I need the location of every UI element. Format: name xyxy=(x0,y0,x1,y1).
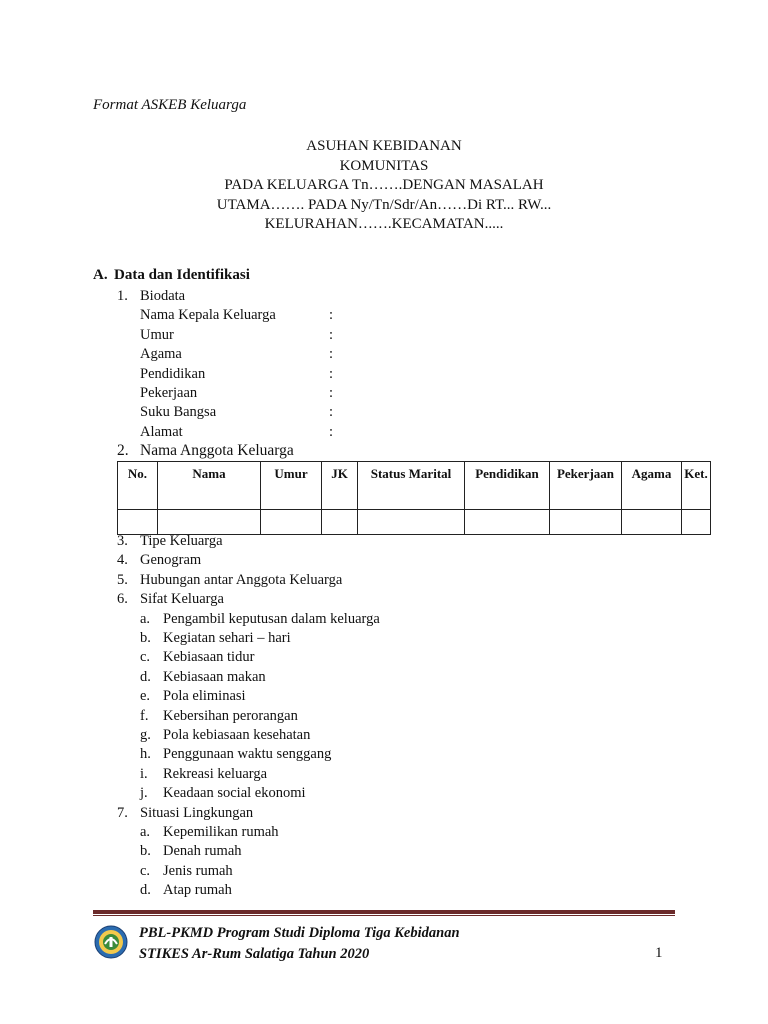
list-number: 3. xyxy=(117,533,128,549)
sub-letter: g. xyxy=(140,727,151,743)
field-label: Suku Bangsa xyxy=(140,404,217,421)
section-a-list xyxy=(117,532,617,902)
sub-letter: b. xyxy=(140,843,151,860)
sub-label: Penggunaan waktu senggang xyxy=(163,746,332,763)
field-row xyxy=(140,326,540,345)
family-members-table xyxy=(117,461,711,535)
sub-letter: d. xyxy=(140,668,151,685)
column-header: JK xyxy=(322,462,358,510)
format-label: Format ASKEB Keluarga xyxy=(93,97,247,113)
list-label: Tipe Keluarga xyxy=(140,533,223,549)
title-line: PADA KELUARGA Tn…….DENGAN MASALAH xyxy=(224,177,544,193)
table-cell[interactable] xyxy=(261,510,322,535)
field-row xyxy=(140,306,540,325)
biodata-list xyxy=(117,287,617,447)
list-number: 1. xyxy=(117,288,128,304)
field-row xyxy=(140,403,540,422)
table-cell[interactable] xyxy=(158,510,261,535)
footer-rule-thick xyxy=(93,910,675,914)
field-label: Umur xyxy=(140,326,174,343)
table-cell[interactable] xyxy=(118,510,158,535)
document-title xyxy=(0,137,768,235)
field-colon: : xyxy=(329,365,334,382)
title-line: ASUHAN KEBIDANAN xyxy=(306,138,462,154)
title-line: KOMUNITAS xyxy=(339,157,429,174)
sub-letter: b. xyxy=(140,630,151,646)
sub-letter: c. xyxy=(140,649,151,666)
sub-letter: i. xyxy=(140,765,148,782)
footer-line-2: STIKES Ar-Rum Salatiga Tahun 2020 xyxy=(139,946,370,962)
list-number: 2. xyxy=(117,442,129,459)
sub-label: Kebersihan perorangan xyxy=(163,707,298,724)
list-label: Genogram xyxy=(140,552,202,569)
field-label: Pendidikan xyxy=(140,365,206,382)
stikes-logo-icon xyxy=(94,925,128,959)
field-colon: : xyxy=(329,423,334,440)
section-title: Data dan Identifikasi xyxy=(114,267,250,283)
title-line: UTAMA……. PADA Ny/Tn/Sdr/An……Di RT... RW... xyxy=(216,196,552,213)
table-cell[interactable] xyxy=(465,510,550,535)
field-colon: : xyxy=(329,385,334,401)
table-header-row xyxy=(118,462,711,510)
page-number: 1 xyxy=(655,945,663,961)
column-header: Pendidikan xyxy=(465,462,550,510)
sub-letter: e. xyxy=(140,688,151,705)
section-letter: A. xyxy=(93,267,108,283)
sub-label: Pengambil keputusan dalam keluarga xyxy=(163,610,380,627)
sub-letter: h. xyxy=(140,746,151,763)
sub-label: Jenis rumah xyxy=(163,862,233,879)
table-cell[interactable] xyxy=(358,510,465,535)
sub-label: Pola kebiasaan kesehatan xyxy=(163,727,311,743)
list-number: 7. xyxy=(117,804,128,821)
list-label: Hubungan antar Anggota Keluarga xyxy=(140,571,343,588)
list-number: 4. xyxy=(117,552,128,569)
sub-letter: d. xyxy=(140,882,151,899)
table-row xyxy=(118,510,711,535)
footer-text xyxy=(139,923,460,965)
field-colon: : xyxy=(329,326,334,343)
title-line: KELURAHAN…….KECAMATAN..... xyxy=(264,216,504,232)
column-header: Umur xyxy=(261,462,322,510)
sub-label: Denah rumah xyxy=(163,843,242,860)
sub-label: Pola eliminasi xyxy=(163,688,246,705)
sub-letter: f. xyxy=(140,707,149,724)
sub-letter: a. xyxy=(140,610,151,627)
sub-label: Kegiatan sehari – hari xyxy=(163,630,291,646)
field-row xyxy=(140,423,540,442)
footer-rule-thin xyxy=(93,915,675,916)
column-header: No. xyxy=(118,462,158,510)
field-row xyxy=(140,365,540,384)
column-header: Nama xyxy=(158,462,261,510)
list-number: 6. xyxy=(117,591,128,608)
anggota-heading xyxy=(117,442,294,460)
table-cell[interactable] xyxy=(550,510,622,535)
sub-label: Kebiasaan makan xyxy=(163,668,266,685)
column-header: Pekerjaan xyxy=(550,462,622,510)
sub-letter: j. xyxy=(140,785,148,802)
field-row xyxy=(140,384,540,403)
list-number: 5. xyxy=(117,571,128,588)
field-colon: : xyxy=(329,346,334,363)
sub-label: Keadaan social ekonomi xyxy=(163,785,306,802)
section-a-heading xyxy=(93,267,250,284)
list-label: Biodata xyxy=(140,288,186,304)
field-colon: : xyxy=(329,307,334,324)
sub-label: Atap rumah xyxy=(163,882,232,899)
list-label: Nama Anggota Keluarga xyxy=(140,442,294,459)
sub-label: Kepemilikan rumah xyxy=(163,824,279,840)
table-cell[interactable] xyxy=(322,510,358,535)
column-header: Status Marital xyxy=(358,462,465,510)
sub-letter: c. xyxy=(140,862,151,879)
table-cell[interactable] xyxy=(622,510,682,535)
field-label: Pekerjaan xyxy=(140,385,198,401)
field-label: Agama xyxy=(140,346,182,363)
field-label: Nama Kepala Keluarga xyxy=(140,307,276,324)
sub-letter: a. xyxy=(140,824,151,840)
sub-label: Kebiasaan tidur xyxy=(163,649,255,666)
table-cell[interactable] xyxy=(682,510,711,535)
field-label: Alamat xyxy=(140,423,183,440)
sub-label: Rekreasi keluarga xyxy=(163,765,268,782)
field-row xyxy=(140,345,540,364)
footer-line-1: PBL-PKMD Program Studi Diploma Tiga Kebidanan xyxy=(139,925,460,941)
column-header: Ket. xyxy=(682,462,711,510)
list-label: Situasi Lingkungan xyxy=(140,804,254,821)
column-header: Agama xyxy=(622,462,682,510)
field-colon: : xyxy=(329,404,334,421)
list-label: Sifat Keluarga xyxy=(140,591,224,608)
